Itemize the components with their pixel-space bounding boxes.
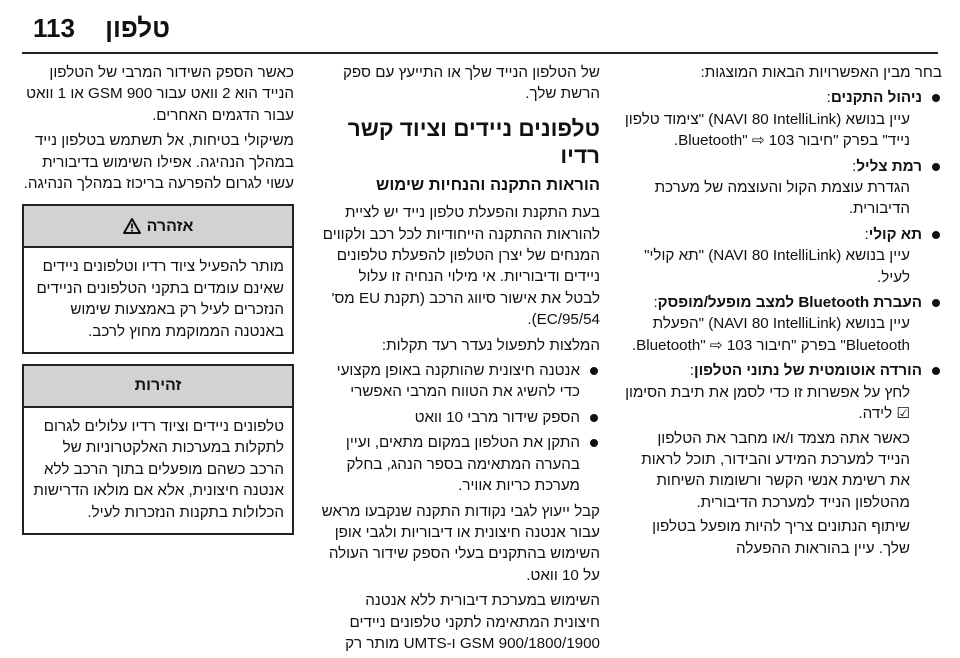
list-item (622, 360, 942, 559)
option-title: ניהול התקנים (830, 89, 922, 107)
bullet-text: התקן את הטלפון במקום מתאים, ועיין בהערה המתאימה בספר הנהג, בחלק מערכת כריות אוויר. (345, 434, 580, 495)
bullet-icon (932, 367, 940, 375)
option-note: שיתוף הנתונים צריך להיות מופעל בטלפון שלך. עיין בהוראות ההפעלה (652, 518, 910, 557)
bullet-icon (932, 94, 940, 102)
header-rule (22, 52, 938, 54)
section-title: טלפונים ניידים וציוד קשר רדיו (347, 115, 600, 168)
option-title: העברת Bluetooth למצב מופעל/מופסק (657, 294, 922, 312)
options-intro: בחר מבין האפשרויות הבאות המוצגות: (700, 64, 942, 81)
option-note: כאשר אתה מצמד ו/או מחבר את הטלפון הנייד למערכת המידע והבידור, תוכל לראות את רשימת אנשי הקשר ורשומות השיחות מהטלפון הנייד למערכת הדיבורית. (641, 429, 910, 511)
warning-header (24, 206, 292, 248)
list-item (320, 407, 600, 428)
bullet-icon (590, 367, 598, 375)
list-item (622, 156, 942, 220)
caution-box (22, 364, 294, 535)
bullet-text: אנטנה חיצונית שהותקנה באופן מקצועי כדי להשיג את הטווח המרבי האפשרי (336, 362, 580, 401)
bullet-icon (932, 299, 940, 307)
list-item (320, 360, 600, 403)
middle-column (320, 62, 600, 658)
list-item (622, 87, 942, 151)
option-title-suffix: : (653, 294, 658, 312)
option-description: עיין בנושא (NAVI 80 IntelliLink) "צימוד טלפון נייד" בפרק "חיבור Bluetooth" ⇨ 103. (624, 110, 910, 150)
bullet-text: הספק שידור מרבי 10 וואט (414, 408, 580, 426)
warning-box (22, 204, 294, 354)
caution-body: טלפונים ניידים וציוד רדיו עלולים לגרום לתקלות במערכות האלקטרוניות של הרכב כשהם מופעלים בתוך הרכב ללא אנטנה חיצונית, אלא אם מולאו הדרישות הכלולות בתקנות הנזכרות לעיל. (33, 418, 284, 521)
warning-body: מותר להפעיל ציוד רדיו וטלפונים ניידים שאינם עומדים בתקני הטלפונים הניידים הנזכרים לעיל רק באמצעות שימוש באנטנה הממוקמת מחוץ לרכב. (36, 258, 284, 340)
subsection-title: הוראות התקנה והנחיות שימוש (376, 175, 600, 194)
option-description: עיין בנושא (NAVI 80 IntelliLink) "הפעלת Bluetooth" בפרק "חיבור Bluetooth" ⇨ 103. (631, 315, 910, 354)
list-item (320, 432, 600, 496)
list-item (622, 224, 942, 288)
option-title-suffix: : (864, 225, 869, 243)
bullet-icon (590, 439, 598, 447)
caution-header (24, 366, 292, 408)
option-description: לחץ על אפשרות זו כדי לסמן את תיבת הסימון ☑ לידה. (625, 383, 910, 423)
option-title-suffix: : (689, 362, 694, 380)
option-description: עיין בנושא (NAVI 80 IntelliLink) "תא קולי" לעיל. (644, 247, 910, 286)
paragraph: משיקולי בטיחות, אל תשתמש בטלפון נייד במהלך הנהיגה. אפילו השימוש בדיבורית עשוי לגרום להפרעה בריכוז במהלך הנהיגה. (23, 132, 294, 193)
paragraph: כאשר הספק השידור המרבי של הטלפון הנייד הוא 2 וואט עבור GSM 900 או 1 וואט עבור הדגמים האחרים. (26, 64, 294, 124)
paragraph: בעת התקנת והפעלת טלפון נייד יש לציית להוראות ההתקנה הייחודיות לכל רכב ולקווים המנחים של יצרן הטלפון להפעלת טלפונים ניידים ודיבוריות. אי מילוי הנחיה זו עלול לבטל את אישור סיווג הרכב (תקנת EU מס' 95/54/EC). (322, 204, 600, 329)
option-description: הגדרת עוצמת הקול והעוצמה של מערכת הדיבורית. (654, 179, 910, 218)
left-column (22, 62, 294, 535)
caution-title: זהירות (134, 377, 182, 395)
page-title: טלפון (105, 13, 170, 43)
page-number: 113 (33, 13, 75, 43)
option-title-suffix: : (852, 157, 857, 175)
bullet-icon (932, 163, 940, 171)
paragraph: השימוש במערכת דיבורית ללא אנטנה חיצונית המתאימה לתקני טלפונים ניידים GSM 900/1800/1900 ו-UMTS מותר רק (345, 592, 600, 652)
option-title-suffix: : (826, 89, 831, 107)
option-title: תא קולי (868, 225, 922, 243)
bullet-icon (590, 414, 598, 422)
bullet-icon (932, 231, 940, 239)
option-title: הורדה אוטומטית של נתוני הטלפון (694, 362, 922, 380)
paragraph: המלצות לתפעול נעדר רעד תקלות: (381, 336, 600, 354)
continuation-text: של הטלפון הנייד שלך או התייעץ עם ספק הרשת שלך. (342, 64, 600, 103)
page-header (0, 0, 960, 56)
warning-triangle-icon (123, 218, 141, 234)
paragraph: קבל ייעוץ לגבי נקודות התקנה שנקבעו מראש עבור אנטנה חיצונית או דיבוריות ולגבי אופן השימוש בהתקנים בעלי הספק שידור העולה על 10 וואט. (321, 502, 600, 584)
warning-title: אזהרה (146, 217, 194, 235)
right-column (622, 62, 942, 563)
option-title: רמת צליל (856, 157, 922, 175)
list-item (622, 292, 942, 356)
